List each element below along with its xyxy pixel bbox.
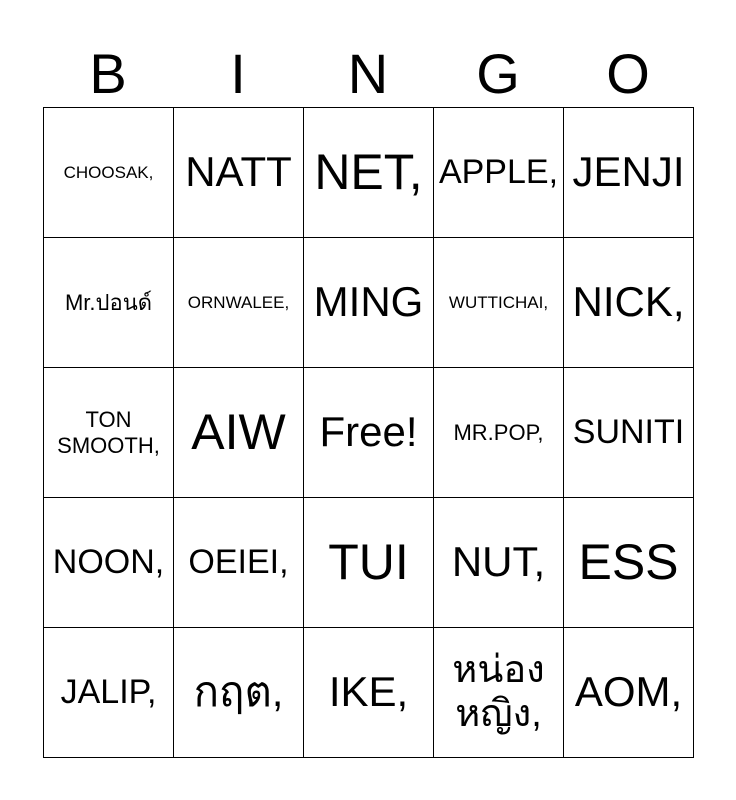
bingo-cell[interactable] (174, 628, 304, 758)
bingo-cell[interactable] (174, 238, 304, 368)
cell-label: JENJI (572, 148, 685, 196)
bingo-header (43, 40, 693, 108)
bingo-cell[interactable] (174, 498, 304, 628)
cell-label: NICK, (572, 278, 685, 326)
bingo-cell[interactable] (564, 628, 694, 758)
bingo-cell[interactable] (434, 238, 564, 368)
bingo-cell[interactable] (174, 368, 304, 498)
bingo-cell[interactable] (434, 368, 564, 498)
bingo-cell[interactable] (434, 498, 564, 628)
free-space-cell[interactable] (304, 368, 434, 498)
bingo-board (43, 107, 694, 758)
cell-label: ESS (578, 533, 679, 590)
cell-label: หน่อง หญิง, (452, 648, 545, 735)
cell-label: AIW (191, 403, 286, 460)
bingo-cell[interactable] (44, 238, 174, 368)
cell-label: OEIEI, (188, 542, 289, 581)
cell-label: Mr.ปอนด์ (64, 289, 153, 315)
bingo-cell[interactable] (304, 628, 434, 758)
cell-label: NUT, (451, 538, 546, 586)
bingo-cell[interactable] (174, 108, 304, 238)
free-space-label: Free! (319, 408, 418, 456)
cell-label: TUI (328, 533, 409, 590)
header-letter-i: I (230, 42, 246, 105)
cell-label: JALIP, (60, 672, 157, 711)
bingo-cell[interactable] (434, 108, 564, 238)
header-letter-g: G (476, 42, 520, 105)
cell-label: NOON, (52, 542, 165, 581)
bingo-cell[interactable] (564, 498, 694, 628)
cell-label: TON SMOOTH, (57, 407, 160, 458)
bingo-cell[interactable] (44, 498, 174, 628)
cell-label: NET, (314, 143, 423, 200)
bingo-cell[interactable] (304, 108, 434, 238)
cell-label: MING (313, 278, 424, 326)
bingo-cell[interactable] (434, 628, 564, 758)
bingo-cell[interactable] (564, 108, 694, 238)
cell-label: ORNWALEE, (187, 292, 290, 312)
bingo-cell[interactable] (564, 238, 694, 368)
header-letter-o: O (606, 42, 650, 105)
bingo-cell[interactable] (304, 238, 434, 368)
bingo-cell[interactable] (44, 628, 174, 758)
bingo-cell[interactable] (304, 498, 434, 628)
cell-label: AOM, (574, 668, 683, 716)
cell-label: กฤต, (193, 668, 284, 716)
bingo-cell[interactable] (44, 368, 174, 498)
cell-label: WUTTICHAI, (448, 292, 549, 312)
bingo-cell[interactable] (44, 108, 174, 238)
cell-label: MR.POP, (453, 419, 544, 445)
cell-label: NATT (185, 148, 292, 196)
header-letter-n: N (347, 42, 389, 105)
cell-label: IKE, (328, 668, 409, 716)
header-letter-b: B (89, 42, 127, 105)
cell-label: CHOOSAK, (63, 162, 154, 182)
cell-label: SUNITI (572, 412, 685, 451)
cell-label: APPLE, (438, 152, 559, 191)
bingo-cell[interactable] (564, 368, 694, 498)
